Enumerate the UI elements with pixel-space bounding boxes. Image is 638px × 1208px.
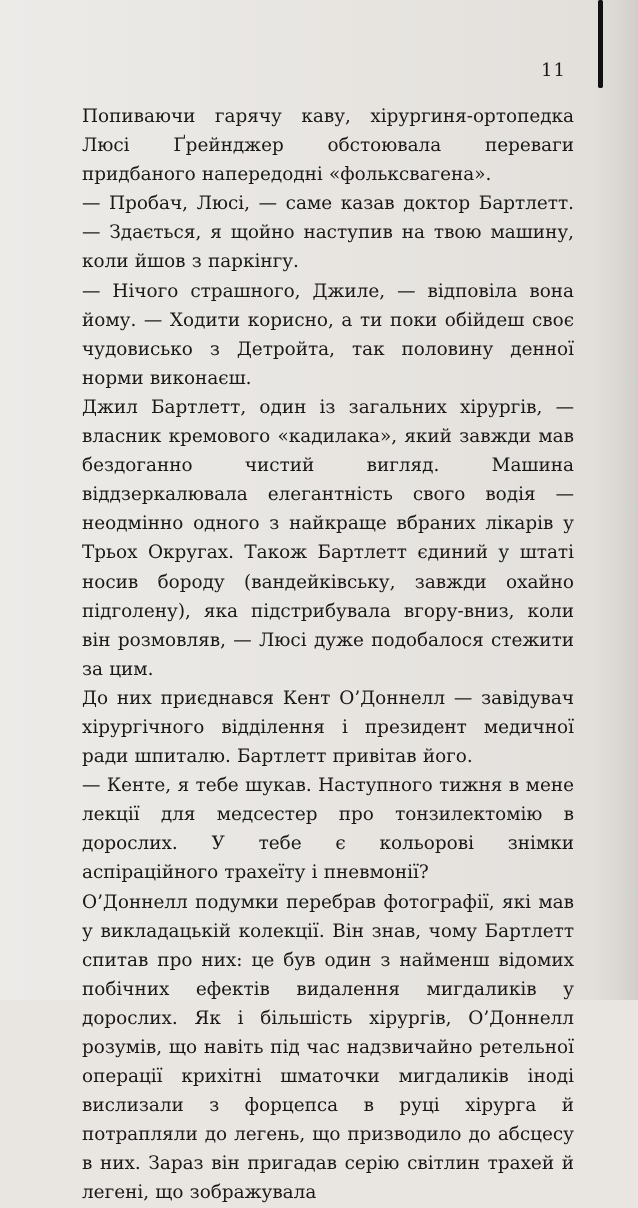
body-text bbox=[82, 102, 574, 1208]
page-number: 11 bbox=[541, 60, 566, 81]
spine-shadow bbox=[592, 0, 638, 1000]
paragraph-1: Попиваючи гарячу каву, хірургиня-ортопедка Люсі Ґрейнджер обстоювала переваги придбаного напередодні «фольксвагена». bbox=[82, 106, 574, 186]
paragraph-4: Джил Бартлетт, один із загальних хірургів, — власник кремового «кадилака», який завжди мав бездоганно чистий вигляд. Машина віддзеркалювала елегантність свого водія — неодмінно одного з найкраще вбраних лікарів у Трьох Округах. Також Бартлетт єдиний у штаті носив бороду (вандейківську, завжди охайно підголену), яка підстрибувала вгору-вниз, коли він розмовляв, — Люсі дуже подобалося стежити за цим. bbox=[82, 396, 574, 680]
paragraph-5: До них приєднався Кент О’Доннелл — завідувач хірургічного відділення і президент медичної ради шпиталю. Бартлетт привітав його. bbox=[82, 687, 574, 768]
paragraph-7: О’Доннелл подумки перебрав фотографії, які мав у викладацькій колекції. Він знав, чому Бартлетт спитав про них: це був один з найменш відомих побічних ефектів видалення мигдаликів у дорослих. Як і більшість хірургів, О’Доннелл розумів, що навіть під час надзвичайно ретельної операції крихітні шматочки мигдаликів іноді вислизали з форцепса в руці хірурга й потрапляли до легень, що призводило до абсцесу в них. Зараз він пригадав серію світлин трахей й легені, що зображувала bbox=[82, 891, 574, 1204]
paragraph-2: — Пробач, Люсі, — саме казав доктор Бартлетт. — Здається, я щойно наступив на твою машину, коли йшов з паркінгу. bbox=[82, 193, 574, 273]
paragraph-6: — Кенте, я тебе шукав. Наступного тижня в мене лекції для медсестер про тонзилектомію в дорослих. У тебе є кольорові знімки аспіраційного трахеїту і пневмонії? bbox=[82, 775, 574, 884]
page-edge-mark bbox=[598, 0, 603, 88]
paragraph-3: — Нічого страшного, Джиле, — відповіла вона йому. — Ходити корисно, а ти поки обійдеш своє чудовисько з Детройта, так половину денної норми виконаєш. bbox=[82, 280, 574, 389]
